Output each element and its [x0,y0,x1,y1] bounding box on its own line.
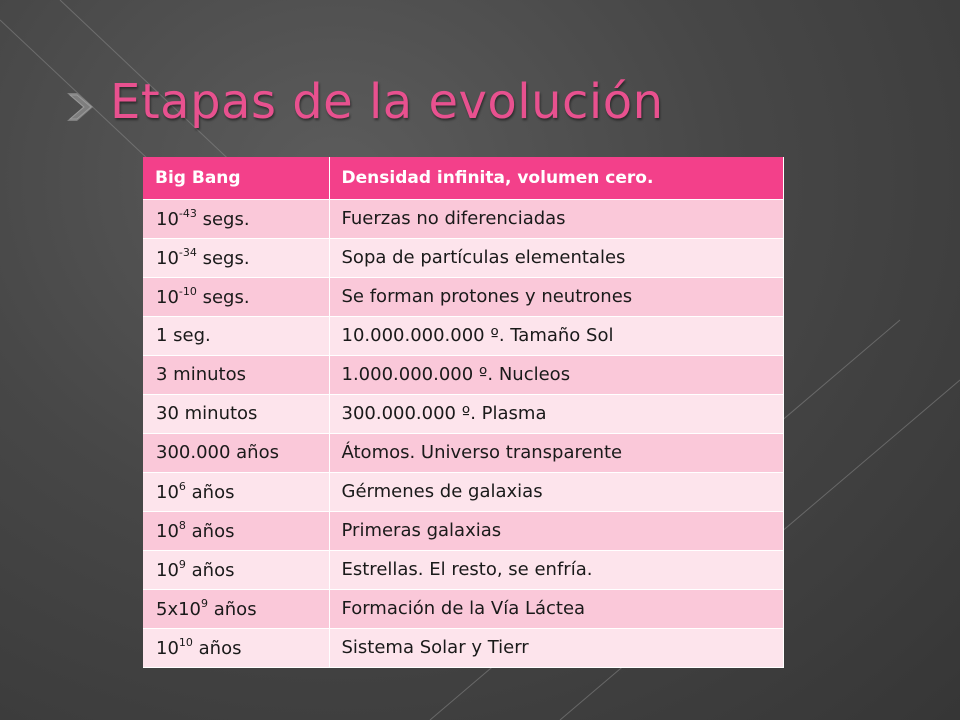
stage-unit: años [185,559,235,581]
table-row [143,550,784,589]
table-row [143,394,784,433]
stage-unit: años [192,637,242,659]
stage-base: 10 [156,481,179,503]
stage-cell [143,511,329,550]
description-cell: Gérmenes de galaxias [329,472,784,511]
stage-cell [143,589,329,628]
stage-exponent: 6 [178,479,186,493]
table-row [143,433,784,472]
stage-exponent: 8 [178,518,186,532]
stage-cell [143,355,329,394]
stage-cell [143,316,329,355]
table-row [143,199,784,238]
description-cell: 1.000.000.000 º. Nucleos [329,355,784,394]
stage-exponent: 9 [178,557,186,571]
description-cell: Estrellas. El resto, se enfría. [329,550,784,589]
description-cell: 10.000.000.000 º. Tamaño Sol [329,316,784,355]
stage-cell [143,433,329,472]
stage-exponent: -10 [178,284,197,298]
description-cell: Sopa de partículas elementales [329,238,784,277]
chevron-bullet-icon [65,92,95,122]
stage-base: 30 minutos [156,403,258,424]
stage-exponent: -43 [178,206,197,220]
table-row [143,511,784,550]
stage-cell [143,199,329,238]
slide-title: Etapas de la evolución [110,74,664,130]
table-row [143,277,784,316]
header-description: Densidad infinita, volumen cero. [329,157,784,199]
table-row [143,589,784,628]
description-cell: Fuerzas no diferenciadas [329,199,784,238]
stage-cell [143,628,329,667]
stage-base: 10 [156,559,179,581]
stage-base: 10 [156,637,179,659]
stage-cell [143,238,329,277]
description-cell: Átomos. Universo transparente [329,433,784,472]
table-row [143,628,784,667]
stage-unit: años [208,598,257,620]
description-cell: Formación de la Vía Láctea [329,589,784,628]
stage-unit: segs. [196,286,250,308]
evolution-table [143,157,784,668]
stage-base: 3 minutos [156,364,246,385]
description-cell: Se forman protones y neutrones [329,277,784,316]
table-header-row [143,157,784,199]
stage-base: 1 seg. [156,325,211,346]
stage-base: 5x10 [156,598,202,620]
table-row [143,355,784,394]
stage-exponent: -34 [178,245,197,259]
stage-cell [143,394,329,433]
table-row [143,472,784,511]
stage-unit: segs. [196,247,250,269]
table-row [143,238,784,277]
stage-exponent: 10 [178,635,193,649]
stage-unit: años [185,481,235,503]
stage-cell [143,550,329,589]
stage-base: 10 [156,520,179,542]
description-cell: Primeras galaxias [329,511,784,550]
stage-cell [143,277,329,316]
stage-exponent: 9 [201,596,209,610]
description-cell: 300.000.000 º. Plasma [329,394,784,433]
stage-unit: años [185,520,235,542]
description-cell: Sistema Solar y Tierr [329,628,784,667]
stage-base: 10 [156,208,179,230]
stage-base: 300.000 años [156,442,279,463]
stage-base: 10 [156,247,179,269]
stage-base: 10 [156,286,179,308]
table-row [143,316,784,355]
stage-unit: segs. [196,208,250,230]
stage-cell [143,472,329,511]
header-stage: Big Bang [143,157,329,199]
